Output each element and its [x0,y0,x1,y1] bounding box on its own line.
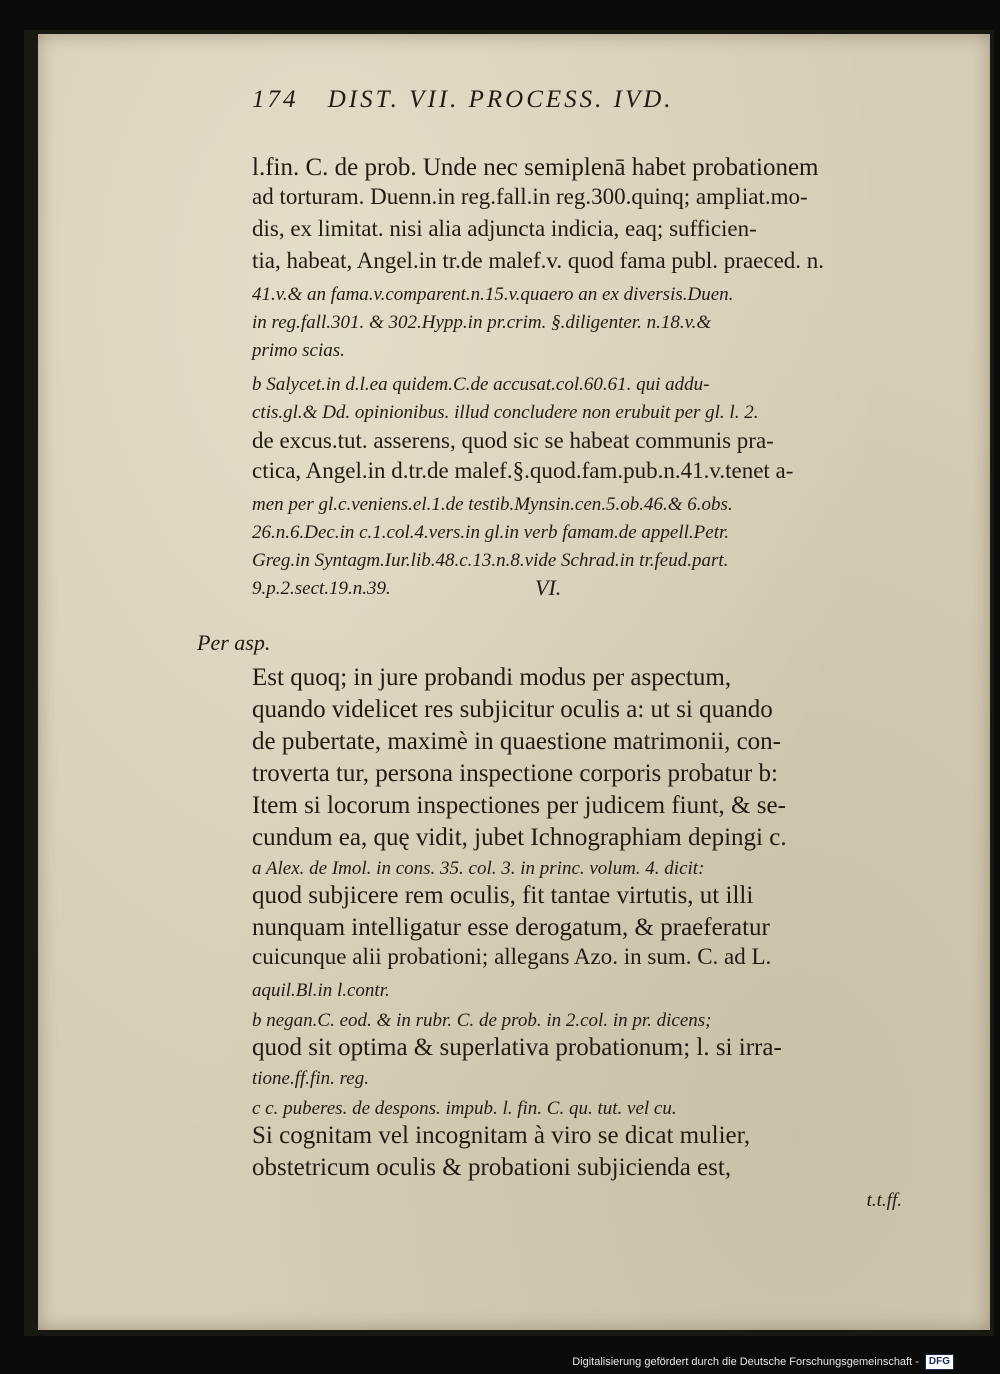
text-line: nunquam intelligatur esse derogatum, & praeferatur [252,914,770,941]
text-line: b negan.C. eod. & in rubr. C. de prob. in 2.col. in pr. dicens; [252,1010,712,1031]
text-line: Si cognitam vel incognitam à viro se dicat mulier, [252,1122,751,1149]
text-line: 9.p.2.sect.19.n.39. [252,578,391,599]
text-line: l.fin. C. de prob. Unde nec semiplenā habet probationem [252,154,819,181]
text-line: quod subjicere rem oculis, fit tantae virtutis, ut illi [252,882,754,909]
text-line: de pubertate, maximè in quaestione matrimonii, con- [252,728,782,755]
text-line: tia, habeat, Angel.in tr.de malef.v. quod fama publ. praeced. n. [252,248,825,273]
text-line: quando videlicet res subjicitur oculis a: ut si quando [252,696,773,723]
text-line: troverta tur, persona inspectione corporis probatur b: [252,760,778,787]
running-title: DIST. VII. PROCESS. IVD. [327,86,674,113]
margin-note: Per asp. [197,630,271,655]
text-line: tione.ff.fin. reg. [252,1068,369,1089]
text-line: obstetricum oculis & probationi subjicienda est, [252,1154,732,1181]
text-line: de excus.tut. asserens, quod sic se habeat communis pra- [252,428,774,453]
text-line: ctica, Angel.in d.tr.de malef.§.quod.fam.pub.n.41.v.tenet a- [252,458,794,483]
text-line: b Salycet.in d.l.ea quidem.C.de accusat.col.60.61. qui addu- [252,374,710,395]
text-line: aquil.Bl.in l.contr. [252,980,390,1001]
text-line: quod sit optima & superlativa probationum; l. si irra- [252,1034,782,1061]
text-line: cuicunque alii probationi; allegans Azo. in sum. C. ad L. [252,944,772,969]
page-number: 174 [252,86,299,113]
text-line: 41.v.& an fama.v.comparent.n.15.v.quaero an ex diversis.Duen. [252,284,734,305]
text-line: cundum ea, quę vidit, jubet Ichnographiam depingi c. [252,824,787,851]
text-line: c c. puberes. de despons. impub. l. fin. C. qu. tut. vel cu. [252,1098,677,1119]
funding-credit: Digitalisierung gefördert durch die Deutsche Forschungsgemeinschaft - [572,1356,919,1368]
text-line: Item si locorum inspectiones per judicem fiunt, & se- [252,792,786,819]
text-line: ctis.gl.& Dd. opinionibus. illud concludere non erubuit per gl. l. 2. [252,402,759,423]
text-line: 26.n.6.Dec.in c.1.col.4.vers.in gl.in verb famam.de appell.Petr. [252,522,730,543]
section-number: VI. [535,575,562,600]
text-line: primo scias. [252,340,345,361]
digitization-footer [572,1354,954,1370]
text-line: dis, ex limitat. nisi alia adjuncta indicia, eaq; sufficien- [252,216,757,241]
text-line: in reg.fall.301. & 302.Hypp.in pr.crim. §.diligenter. n.18.v.& [252,312,712,333]
text-line: ad torturam. Duenn.in reg.fall.in reg.300.quinq; ampliat.mo- [252,184,808,209]
text-line: t.t.ff. [866,1190,902,1211]
text-line: Est quoq; in jure probandi modus per aspectum, [252,664,732,691]
running-header [252,86,852,114]
dfg-logo: DFG [925,1354,954,1370]
text-line: Greg.in Syntagm.Iur.lib.48.c.13.n.8.vide Schrad.in tr.feud.part. [252,550,729,571]
text-line: men per gl.c.veniens.el.1.de testib.Mynsin.cen.5.ob.46.& 6.obs. [252,494,733,515]
text-line: a Alex. de Imol. in cons. 35. col. 3. in princ. volum. 4. dicit: [252,858,705,879]
